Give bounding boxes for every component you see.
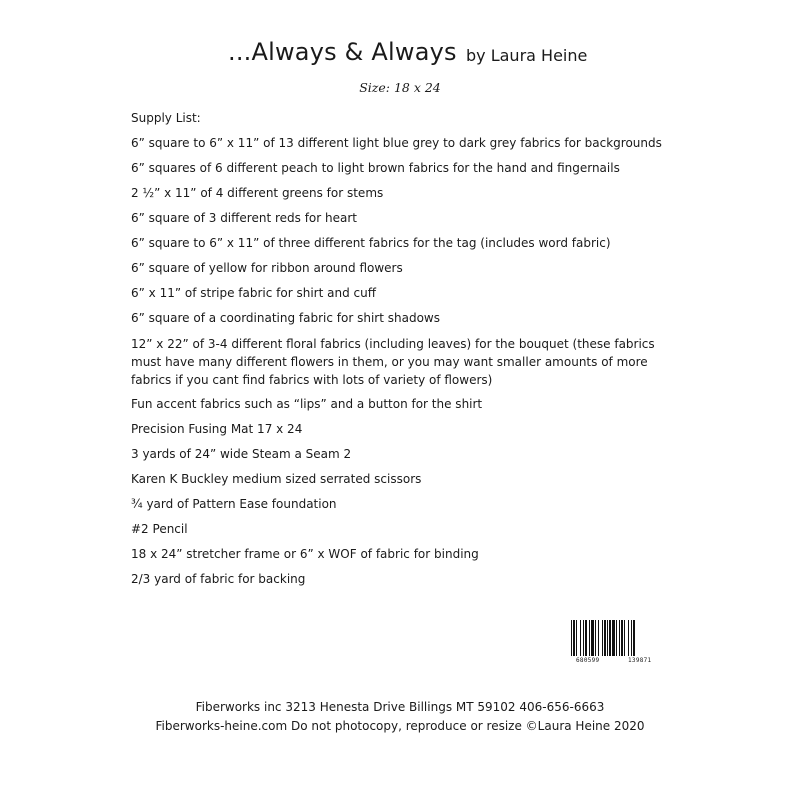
- supply-item: 18 x 24” stretcher frame or 6” x WOF of fabric for binding: [131, 547, 479, 561]
- supply-item: Karen K Buckley medium sized serrated scissors: [131, 472, 422, 486]
- supply-list-heading: Supply List:: [131, 111, 201, 125]
- barcode-bars-icon: [570, 620, 670, 656]
- supply-item: Fun accent fabrics such as “lips” and a button for the shirt: [131, 397, 483, 411]
- supply-item: 6” square to 6” x 11” of 13 different light blue grey to dark grey fabrics for backgrounds: [131, 136, 662, 150]
- author-byline: by Laura Heine: [466, 46, 588, 65]
- supply-item: 3 yards of 24” wide Steam a Seam 2: [131, 447, 352, 461]
- supply-item: 2/3 yard of fabric for backing: [131, 572, 306, 586]
- supply-item: 6” square of 3 different reds for heart: [131, 211, 358, 225]
- supply-item: 2 ½” x 11” of 4 different greens for stems: [131, 186, 384, 200]
- supply-item: ¾ yard of Pattern Ease foundation: [131, 497, 337, 511]
- footer-copyright: Fiberworks-heine.com Do not photocopy, reproduce or resize ©Laura Heine 2020: [155, 719, 645, 733]
- barcode-right-digits: 139871: [628, 657, 652, 664]
- supply-item: 6” square of a coordinating fabric for shirt shadows: [131, 311, 440, 325]
- supply-item: #2 Pencil: [131, 522, 188, 536]
- supply-list: [131, 110, 691, 596]
- footer: [0, 698, 800, 736]
- supply-item: 12” x 22” of 3-4 different floral fabrics (including leaves) for the bouquet (these fabrics must have many different flowers in them, or you may want smaller amounts of more fabrics if you cant find fabrics with lots of variety of flowers): [131, 337, 655, 387]
- supply-item: 6” squares of 6 different peach to light brown fabrics for the hand and fingernails: [131, 161, 620, 175]
- supply-item: 6” square to 6” x 11” of three different fabrics for the tag (includes word fabric): [131, 236, 611, 250]
- supply-item: 6” x 11” of stripe fabric for shirt and cuff: [131, 286, 376, 300]
- supply-item: Precision Fusing Mat 17 x 24: [131, 422, 303, 436]
- supply-item: 6” square of yellow for ribbon around flowers: [131, 261, 403, 275]
- pattern-title: ...Always & Always: [228, 38, 457, 66]
- footer-address: Fiberworks inc 3213 Henesta Drive Billings MT 59102 406-656-6663: [195, 700, 605, 714]
- barcode-left-digits: 680599: [576, 657, 600, 664]
- pattern-size: Size: 18 x 24: [359, 80, 441, 95]
- barcode: [570, 620, 670, 668]
